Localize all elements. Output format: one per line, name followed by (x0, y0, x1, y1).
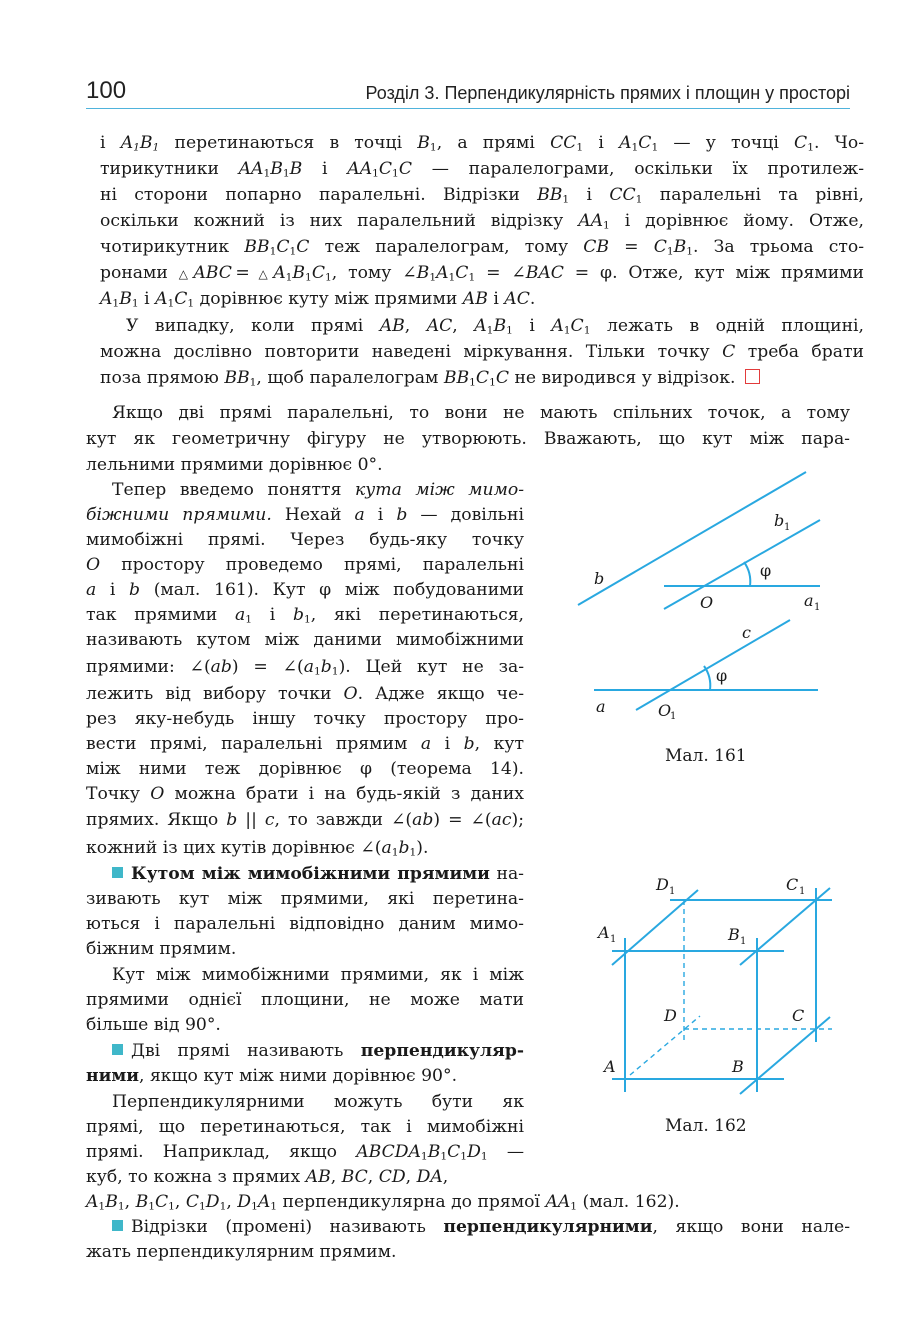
text-line: У випадку, коли прямі AB, AC, $A_1B_1$ і $A_1C_1$ лежать в одній площині, (126, 316, 864, 337)
text-line: куб, то кожна з прямих AB, BC, CD, DA, (86, 1167, 449, 1187)
label-D1: D (656, 875, 669, 894)
label-C1: C (786, 875, 799, 894)
text-line: між ними теж дорівнює φ (теорема 14). (86, 759, 524, 779)
definition-line: Дві прямі називають перпендикуляр- (112, 1039, 524, 1063)
figure-161-caption: Мал. 161 (665, 746, 747, 766)
text-line: біжним прямим. (86, 939, 237, 959)
text-line: чотирикутник $BB_1C_1C$ теж паралелограм, тому CB = $C_1B_1$. За трьома сто- (100, 237, 864, 258)
figure-162 (590, 870, 850, 1100)
definition-line: Кутом між мимобіжними прямими на- (112, 862, 524, 886)
text-line: Кут між мимобіжними прямими, як і між (112, 965, 524, 985)
text-line: більше від 90°. (86, 1015, 221, 1035)
text-line: Точку O можна брати і на будь-якій з даних (86, 784, 525, 804)
page-header (86, 76, 850, 109)
text-line: Тепер введемо поняття кута між мимо- (112, 480, 525, 500)
text-line: поза прямою $BB_1$, щоб паралелограм $BB_1C_1C$ не виродився у відрізок. (100, 366, 864, 390)
angle-phi-arc-1 (744, 562, 750, 586)
label-a1: a (804, 591, 814, 610)
text-line: зивають кут між прямими, які перетина- (86, 889, 524, 909)
text-line: лежить від вибору точки O. Адже якщо че- (86, 684, 524, 704)
label-phi-1: φ (760, 561, 772, 580)
text-line: рез яку-небудь іншу точку простору про- (86, 709, 524, 729)
label-b: b (594, 569, 605, 588)
text-line: можна дослівно повторити наведені міркування. Тільки точку C треба брати (100, 342, 864, 362)
text-line: прямі, що перетинаються, так і мимобіжні (86, 1117, 524, 1137)
text-line: так прямими $a_1$ і $b_1$, які перетинаються, (86, 605, 525, 626)
text-line: Перпендикулярними можуть бути як (112, 1092, 524, 1112)
text-line: Якщо дві прямі паралельні, то вони не мають спільних точок, а тому (112, 403, 850, 423)
definition-marker (112, 1220, 123, 1231)
label-C: C (792, 1006, 805, 1025)
text-line: O простору проведемо прямі, паралельні (86, 555, 524, 575)
svg-text:1: 1 (670, 711, 677, 720)
text-line: прямі. Наприклад, якщо $ABCDA_1B_1C_1D_1$ — (86, 1142, 524, 1163)
text-line: називають кутом між даними мимобіжними (86, 630, 524, 650)
line-b1 (664, 520, 820, 609)
text-line: ні сторони попарно паралельні. Відрізки $BB_1$ і $CC_1$ паралельні та рівні, (100, 185, 865, 206)
text-line: $A_1B_1$ і $A_1C_1$ дорівнює куту між прямими AB і AC. (100, 289, 536, 310)
text-line: мимобіжні прямі. Через будь-яку точку (86, 530, 524, 550)
text-line: і $A_1B_1$ перетинаються в точці $B_1$, а прямі $CC_1$ і $A_1C_1$ — у точці $C_1$. Чо- (100, 133, 865, 154)
text-line: прямими: ∠(ab) = $\angle(a_1b_1)$. Цей кут не за- (86, 657, 525, 678)
section-title: Розділ 3. Перпендикулярність прямих і площин у просторі (365, 83, 850, 103)
label-O: O (700, 593, 714, 612)
text-line: прямих. Якщо b || c, то завжди ∠(ab) = ∠(ac); (86, 810, 524, 830)
label-A: A (604, 1057, 616, 1076)
label-O1: O (658, 701, 672, 720)
svg-text:1: 1 (740, 936, 747, 947)
text-line: ними, якщо кут між ними дорівнює 90°. (86, 1066, 458, 1086)
text-line: $A_1B_1$, $B_1C_1$, $C_1D_1$, $D_1A_1$ перпендикулярна до прямої $AA_1$ (мал. 162). (86, 1192, 680, 1213)
text-line: вести прямі, паралельні прямим a і b, кут (86, 734, 525, 754)
text-line: кут як геометричну фігуру не утворюють. Вважають, що кут між пара- (86, 429, 850, 449)
text-line: лельними прямими дорівнює 0°. (86, 455, 383, 475)
svg-text:1: 1 (814, 602, 821, 613)
label-c: c (742, 623, 751, 642)
figure-161 (560, 460, 850, 720)
label-B1: B (728, 925, 740, 944)
label-b1: b (774, 511, 785, 530)
label-phi-2: φ (716, 666, 728, 685)
text-line: кожний із цих кутів дорівнює $\angle(a_1b_1)$. (86, 838, 429, 859)
text-line: оскільки кожний із них паралельний відрізку $AA_1$ і дорівнює йому. Отже, (100, 211, 864, 232)
svg-text:1: 1 (784, 522, 791, 533)
label-A1: A (598, 923, 610, 942)
line-c (636, 620, 790, 710)
definition-marker (112, 1044, 123, 1055)
end-of-proof-marker (745, 369, 760, 384)
figure-162-caption: Мал. 162 (665, 1116, 747, 1136)
label-D: D (664, 1006, 677, 1025)
label-B: B (732, 1057, 744, 1076)
definition-marker (112, 867, 123, 878)
text-line: a і b (мал. 161). Кут φ між побудованими (86, 580, 525, 600)
text-line: тирикутники $AA_1B_1B$ і $AA_1C_1C$ — паралелограми, оскільки їх протилеж- (100, 159, 865, 180)
text-line: ронами △ABC = $\triangle A_1B_1C_1$, тому $\angle B_1A_1C_1$ = ∠BAC = φ. Отже, кут між прямими (100, 263, 865, 284)
text-line: жать перпендикулярним прямим. (86, 1242, 397, 1262)
edge-A1D1 (612, 890, 698, 965)
definition-line: Відрізки (промені) називають перпендикулярними, якщо вони нале- (112, 1215, 850, 1239)
label-a: a (596, 697, 606, 716)
svg-text:1: 1 (610, 934, 617, 945)
text-line: біжними прямими. Нехай a і b — довільні (86, 505, 524, 525)
page-number: 100 (86, 77, 127, 104)
text-line: прямими однієї площини, не може мати (86, 990, 524, 1010)
text-line: ються і паралельні відповідно даним мимо- (86, 914, 524, 934)
svg-text:1: 1 (799, 886, 806, 897)
svg-text:1: 1 (669, 886, 676, 897)
